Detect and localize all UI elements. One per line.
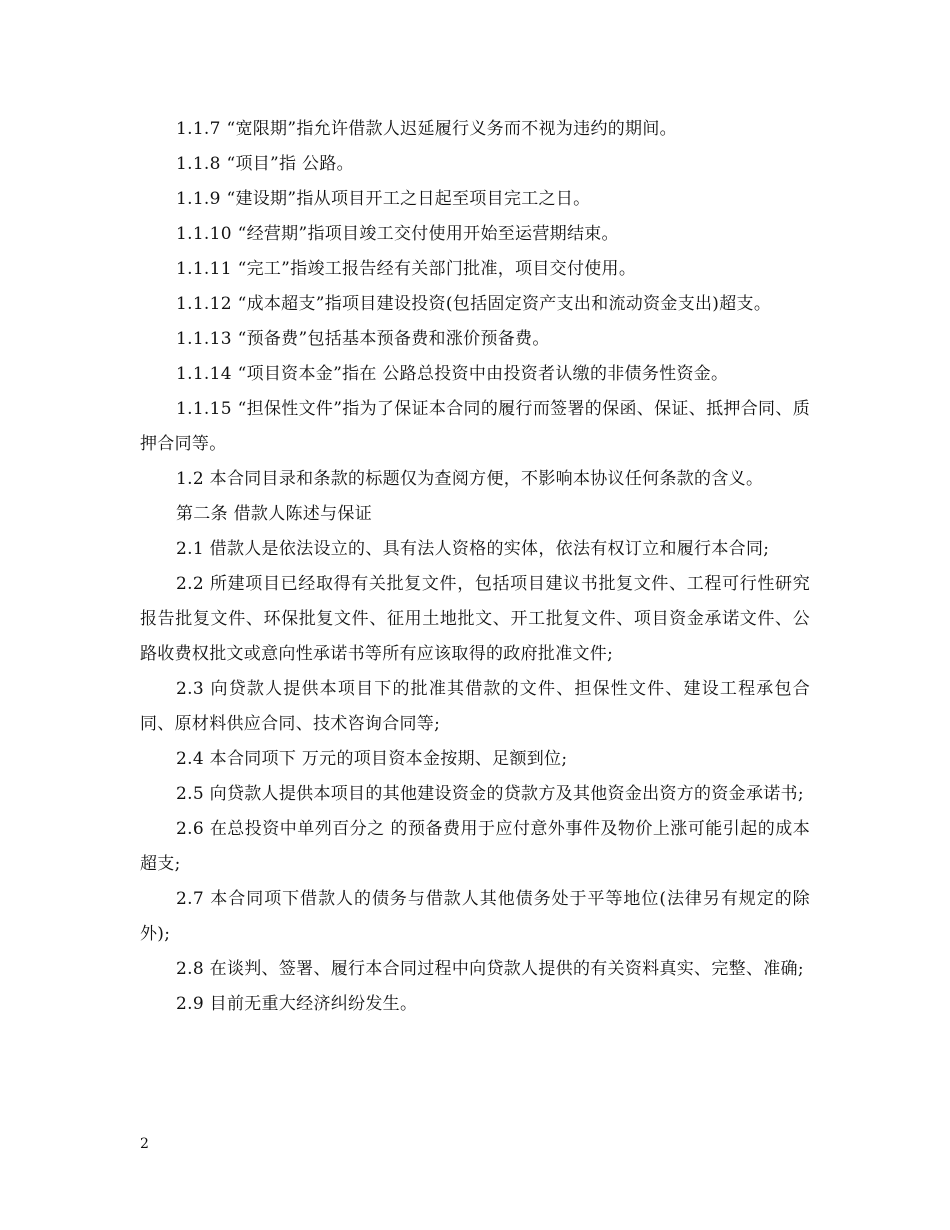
paragraph-1-1-10: 1.1.10 “经营期”指项目竣工交付使用开始至运营期结束。 [176, 224, 619, 244]
paragraph-2-4: 2.4 本合同项下 万元的项目资本金按期、足额到位; [176, 749, 568, 769]
paragraph-1-1-12: 1.1.12 “成本超支”指项目建设投资(包括固定资产支出和流动资金支出)超支。 [176, 294, 772, 314]
paragraph-2-3: 2.3 向贷款人提供本项目下的批准其借款的文件、担保性文件、建设工程承包合同、原材料供应合同、技术咨询合同等; [140, 679, 810, 734]
paragraph-1-1-13: 1.1.13 “预备费”包括基本预备费和涨价预备费。 [176, 329, 550, 349]
paragraph-2-2: 2.2 所建项目已经取得有关批复文件，包括项目建议书批复文件、工程可行性研究报告批复文件、环保批复文件、征用土地批文、开工批复文件、项目资金承诺文件、公路收费权批文或意向性承诺书等所有应该取得的政府批准文件; [140, 574, 810, 664]
paragraph-2-7: 2.7 本合同项下借款人的债务与借款人其他债务处于平等地位(法律另有规定的除外); [140, 889, 810, 944]
paragraph-1-1-9: 1.1.9 “建设期”指从项目开工之日起至项目完工之日。 [176, 189, 591, 209]
paragraph-2-6: 2.6 在总投资中单列百分之 的预备费用于应付意外事件及物价上涨可能引起的成本超支; [140, 819, 810, 874]
paragraph-1-1-11: 1.1.11 “完工”指竣工报告经有关部门批准，项目交付使用。 [176, 259, 637, 279]
paragraph-1-2: 1.2 本合同目录和条款的标题仅为查阅方便，不影响本协议任何条款的含义。 [176, 469, 764, 489]
paragraph-1-1-7: 1.1.7 “宽限期”指允许借款人迟延履行义务而不视为违约的期间。 [176, 119, 677, 139]
paragraph-1-1-15: 1.1.15 “担保性文件”指为了保证本合同的履行而签署的保函、保证、抵押合同、质押合同等。 [140, 399, 810, 454]
paragraph-2-9: 2.9 目前无重大经济纠纷发生。 [176, 994, 418, 1014]
section-heading-article-2: 第二条 借款人陈述与保证 [176, 504, 373, 524]
paragraph-1-1-14: 1.1.14 “项目资本金”指在 公路总投资中由投资者认缴的非债务性资金。 [176, 364, 729, 384]
paragraph-2-8: 2.8 在谈判、签署、履行本合同过程中向贷款人提供的有关资料真实、完整、准确; [176, 959, 804, 979]
document-body [140, 112, 810, 1022]
paragraph-1-1-8: 1.1.8 “项目”指 公路。 [176, 154, 354, 174]
paragraph-2-1: 2.1 借款人是依法设立的、具有法人资格的实体，依法有权订立和履行本合同; [176, 539, 770, 559]
paragraph-2-5: 2.5 向贷款人提供本项目的其他建设资金的贷款方及其他资金出资方的资金承诺书; [176, 784, 804, 804]
page-number: 2 [140, 1136, 149, 1152]
